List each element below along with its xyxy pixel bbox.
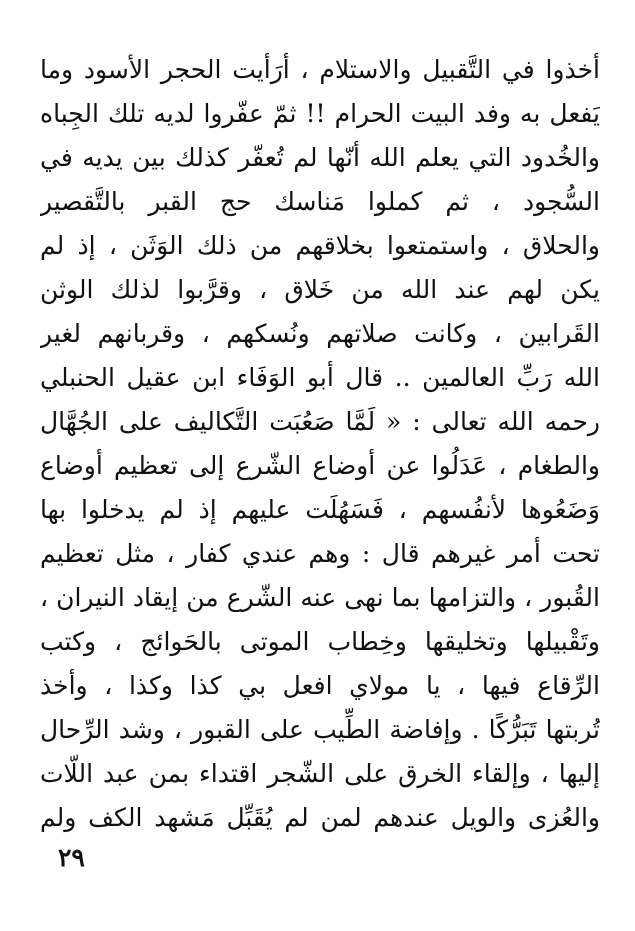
text-line: والعُزى والويل عندهم لمن لم يُقَبِّل مَشهد الكف ولم: [40, 803, 600, 832]
text-line: يكن لهم عند الله من خَلاق ، وقرَّبوا لذلك الوثن: [40, 275, 600, 304]
text-line: تُربتها تَبَرُّكًا . وإفاضة الطِّيب على القبور ، وشد الرِّحال: [40, 715, 600, 744]
text-line: وتَقْبيلها وتخليقها وخِطاب الموتى بالحَوائج ، وكتب: [40, 627, 600, 656]
text-line: القُبور ، والتزامها بما نهى عنه الشّرع من إيقاد النيران ،: [40, 583, 600, 612]
text-line: الله رَبِّ العالمين .. قال أبو الوَفَاء ابن عقيل الحنبلي: [40, 363, 600, 392]
text-line: والحلاق ، واستمتعوا بخلاقهم من ذلك الوَثَن ، إذ لم: [40, 231, 600, 260]
text-line: يَفعل به وفد البيت الحرام !! ثمّ عفّروا لديه تلك الجِباه: [40, 99, 600, 128]
page-number: ٢٩: [58, 843, 85, 872]
text-line: وَضَعُوها لأنفُسهم ، فَسَهُلَت عليهم إذ لم يدخلوا بها: [40, 495, 600, 524]
text-line: السُّجود ، ثم كملوا مَناسك حج القبر بالتَّقصير: [40, 187, 600, 216]
text-line: رحمه الله تعالى : « لَمَّا صَعُبَت التَّكاليف على الجُهَّال: [40, 407, 600, 436]
text-line: والخُدود التي يعلم الله أنّها لم تُعفّر كذلك بين يديه في: [40, 143, 600, 172]
text-line: تحت أمر غيرهم قال : وهم عندي كفار ، مثل تعظيم: [40, 539, 600, 568]
text-line: القَرابين ، وكانت صلاتهم ونُسكهم ، وقربانهم لغير: [40, 319, 600, 348]
text-line: الرِّقاع فيها ، يا مولاي افعل بي كذا وكذا ، وأخذ: [40, 671, 600, 700]
text-line: أخذوا في التَّقبيل والاستلام ، أرَأيت الحجر الأسود وما: [40, 55, 600, 84]
body-text: [40, 48, 600, 840]
text-line: إليها ، وإلقاء الخرق على الشّجر اقتداء بمن عبد اللّات: [40, 759, 600, 788]
text-line: والطغام ، عَدَلُوا عن أوضاع الشّرع إلى تعظيم أوضاع: [40, 451, 600, 480]
